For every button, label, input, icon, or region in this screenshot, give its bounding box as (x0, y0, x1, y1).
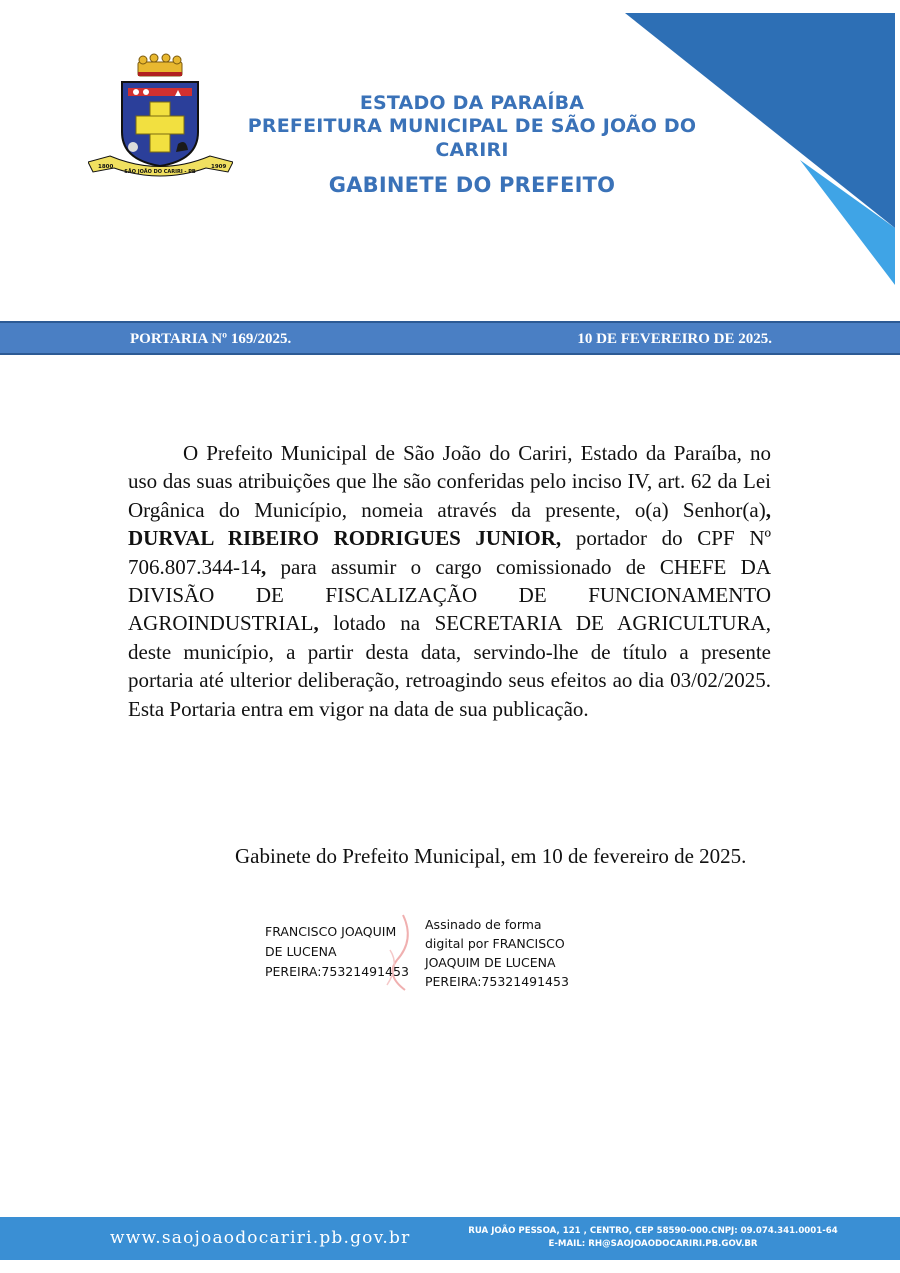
body-text-segment: lotado na SECRETARIA DE AGRICULTURA, deste município, a partir desta data, servindo-lhe de título a presente portaria até ulterior deliberação, retroagindo seus efeitos ao dia 03/02/2025. Esta Portaria entra em vigor na data de sua publicação. (128, 611, 771, 721)
body-paragraph (128, 439, 771, 723)
portaria-date: 10 DE FEVEREIRO DE 2025. (577, 331, 772, 347)
page-footer (0, 1217, 900, 1260)
signer-name-line: DE LUCENA (265, 944, 337, 959)
signer-name-line: PEREIRA:75321491453 (265, 964, 409, 979)
position-text: para assumir o cargo comissionado de CHEFE DA DIVISÃO DE FISCALIZAÇÃO DE FUNCIONAMENTO AGROINDUSTRIAL (128, 554, 771, 636)
svg-text:1800: 1800 (98, 164, 114, 170)
cpf-text: portador do CPF Nº 706.807.344-14 (128, 526, 772, 579)
email-line: E-MAIL: RH@SAOJOAODOCARIRI.PB.GOV.BR (548, 1239, 758, 1249)
nominee-name: , DURVAL RIBEIRO RODRIGUES JUNIOR, (128, 497, 771, 551)
signature-note-line: PEREIRA:75321491453 (425, 974, 569, 989)
portaria-number: PORTARIA Nº 169/2025. (130, 331, 292, 347)
portaria-title-bar (0, 321, 900, 355)
portaria-body (128, 439, 771, 723)
signature-note-line: JOAQUIM DE LUCENA (425, 955, 556, 970)
contact-info (453, 1225, 853, 1251)
municipality-name: PREFEITURA MUNICIPAL DE SÃO JOÃO DO CARIRI (247, 115, 697, 161)
signature-note-line: digital por FRANCISCO (425, 936, 565, 951)
state-name: ESTADO DA PARAÍBA (359, 92, 585, 114)
svg-text:1909: 1909 (211, 164, 227, 170)
closing-text: Gabinete do Prefeito Municipal, em 10 de fevereiro de 2025. (235, 844, 747, 868)
signer-name-block (265, 922, 425, 982)
svg-text:SÃO JOÃO DO CARIRI - PB: SÃO JOÃO DO CARIRI - PB (124, 169, 196, 175)
office-name: GABINETE DO PREFEITO (328, 173, 616, 197)
website-link[interactable]: www.saojoaodocariri.pb.gov.br (110, 1228, 411, 1248)
body-punctuation: , (261, 554, 267, 579)
body-text-segment: O Prefeito Municipal de São João do Cariri, Estado da Paraíba, no uso das suas atribuições que lhe são conferidas pelo inciso IV, art. 62 da Lei Orgânica do Município, nomeia através da presente, o(a) Senhor(a) (128, 441, 771, 522)
address-line: RUA JOÃO PESSOA, 121 , CENTRO, CEP 58590-000.CNPJ: 09.074.341.0001-64 (468, 1226, 838, 1236)
digital-signature-note (425, 915, 595, 991)
signer-name-line: FRANCISCO JOAQUIM (265, 924, 397, 939)
body-punctuation: , (313, 611, 319, 636)
letterhead-title-block (212, 92, 732, 198)
closing-statement (128, 842, 771, 870)
signature-note-line: Assinado de forma (425, 917, 542, 932)
